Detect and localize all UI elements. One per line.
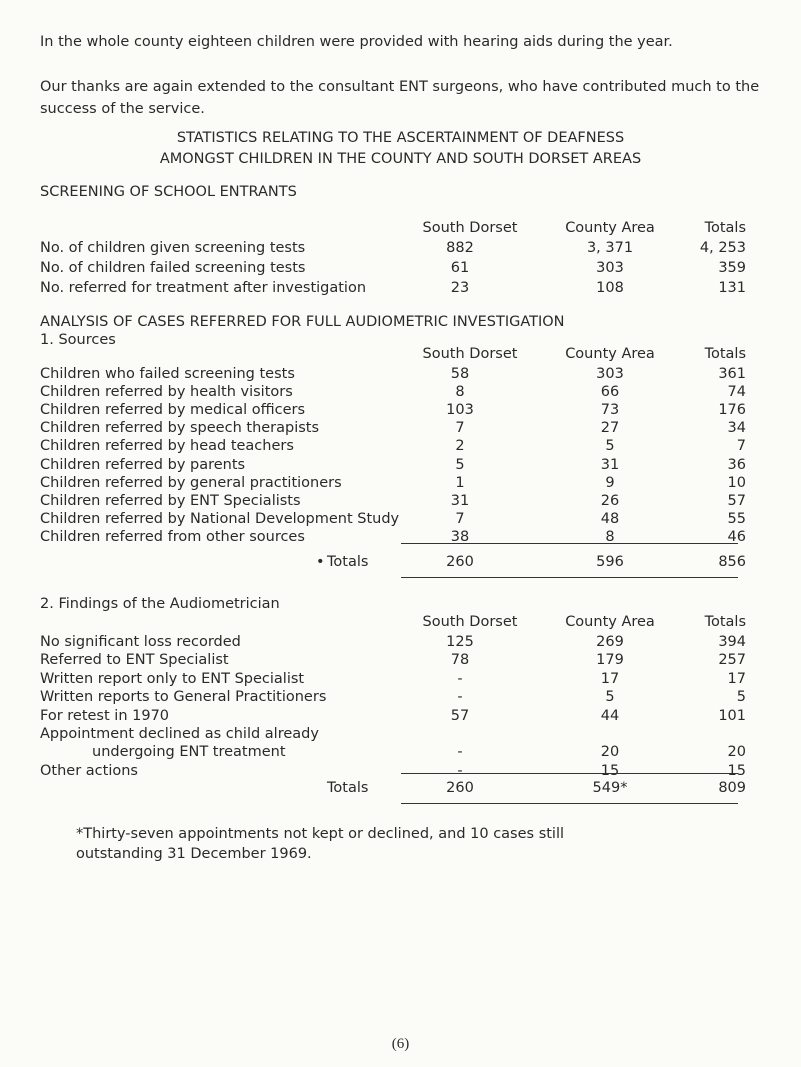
- cell-county-area: 31: [600, 456, 620, 473]
- totals-label: Totals: [327, 780, 369, 796]
- cell-county-area: 20: [600, 744, 620, 761]
- cell-totals: 15: [727, 762, 746, 779]
- row-label: Children referred from other sources: [40, 528, 305, 545]
- findings-total-rule: [401, 803, 738, 804]
- cell-south-dorset: 8: [455, 384, 465, 401]
- cell-county-area: 5: [605, 689, 615, 706]
- screening-column-headers: [40, 220, 746, 242]
- cell-south-dorset: 23: [450, 280, 470, 296]
- cell-county-area: 8: [605, 528, 615, 545]
- cell-totals: 17: [727, 670, 746, 687]
- page-number: (6): [391, 1036, 410, 1052]
- cell-totals: 4, 253: [699, 240, 746, 256]
- findings-column-headers: [40, 614, 746, 636]
- sources-totals-row: [40, 554, 746, 576]
- cell-totals: 5: [736, 689, 746, 706]
- cell-totals: 36: [727, 456, 746, 473]
- cell-county-area: 17: [600, 670, 620, 687]
- total-totals: 809: [718, 780, 746, 796]
- cell-south-dorset: 1: [455, 474, 465, 491]
- row-label: Children referred by National Development Study: [40, 510, 400, 527]
- row-label: No. of children given screening tests: [40, 240, 306, 256]
- cell-south-dorset: 38: [450, 528, 470, 545]
- cell-county-area: 73: [600, 402, 620, 419]
- cell-county-area: 26: [600, 492, 620, 509]
- cell-county-area: 303: [596, 260, 624, 276]
- cell-south-dorset: 7: [455, 510, 465, 527]
- cell-totals: 10: [727, 474, 746, 491]
- row-label: Children referred by parents: [40, 456, 246, 473]
- total-south-dorset: 260: [446, 554, 474, 570]
- row-label: No. referred for treatment after investigation: [40, 280, 367, 296]
- cell-south-dorset: -: [457, 670, 463, 687]
- cell-south-dorset: 78: [450, 652, 470, 669]
- row-label: Children who failed screening tests: [40, 366, 295, 382]
- col-header-south-dorset: South Dorset: [422, 220, 518, 236]
- total-county-area: 596: [596, 554, 624, 570]
- cell-totals: 394: [718, 634, 746, 650]
- screening-heading: SCREENING OF SCHOOL ENTRANTS: [40, 184, 297, 200]
- cell-county-area: 179: [596, 652, 624, 669]
- totals-label: Totals: [327, 554, 369, 570]
- findings-heading: 2. Findings of the Audiometrician: [40, 596, 280, 612]
- row-label: No significant loss recorded: [40, 634, 241, 650]
- row-label: Written reports to General Practitioners: [40, 689, 327, 706]
- col-header-county-area: County Area: [565, 220, 655, 236]
- cell-totals: 361: [718, 366, 746, 382]
- row-label: Children referred by ENT Specialists: [40, 492, 301, 509]
- cell-totals: 257: [718, 652, 746, 669]
- cell-south-dorset: 31: [450, 492, 470, 509]
- total-totals: 856: [718, 554, 746, 570]
- cell-south-dorset: -: [457, 744, 463, 761]
- cell-south-dorset: 5: [455, 456, 465, 473]
- analysis-heading: ANALYSIS OF CASES REFERRED FOR FULL AUDIOMETRIC INVESTIGATION: [40, 314, 565, 330]
- col-header-south-dorset: South Dorset: [422, 346, 518, 362]
- cell-county-area: 108: [596, 280, 624, 296]
- cell-totals: 176: [718, 402, 746, 419]
- cell-south-dorset: -: [457, 762, 463, 779]
- sources-column-headers: [40, 346, 746, 368]
- table-row: [40, 280, 746, 302]
- col-header-county-area: County Area: [565, 614, 655, 630]
- table-row: [40, 260, 746, 282]
- row-label: For retest in 1970: [40, 707, 170, 724]
- col-header-totals: Totals: [704, 614, 746, 630]
- section-title-line-2: AMONGST CHILDREN IN THE COUNTY AND SOUTH DORSET AREAS: [159, 151, 642, 167]
- row-label: Children referred by health visitors: [40, 384, 293, 401]
- cell-south-dorset: 57: [450, 707, 470, 724]
- intro-paragraph-2: Our thanks are again extended to the consultant ENT surgeons, who have contributed much to the success of the service.: [40, 79, 760, 117]
- row-label: Children referred by medical officers: [40, 402, 306, 419]
- sources-heading: 1. Sources: [40, 332, 116, 348]
- cell-county-area: 5: [605, 438, 615, 455]
- col-header-totals: Totals: [704, 220, 746, 236]
- col-header-totals: Totals: [704, 346, 746, 362]
- row-label: Written report only to ENT Specialist: [40, 670, 305, 687]
- cell-county-area: 9: [605, 474, 615, 491]
- table-row: [40, 528, 746, 551]
- cell-south-dorset: 2: [455, 438, 465, 455]
- sources-total-rule: [401, 577, 738, 578]
- cell-south-dorset: 7: [455, 420, 465, 437]
- cell-county-area: 269: [596, 634, 624, 650]
- row-label: Referred to ENT Specialist: [40, 652, 229, 669]
- cell-totals: 101: [718, 707, 746, 724]
- sources-subtotal-rule: [401, 543, 738, 544]
- cell-county-area: 15: [600, 762, 620, 779]
- cell-totals: 57: [727, 492, 746, 509]
- cell-south-dorset: -: [457, 689, 463, 706]
- cell-totals: 20: [727, 744, 746, 761]
- cell-totals: 359: [718, 260, 746, 276]
- row-label: Other actions: [40, 762, 138, 779]
- cell-south-dorset: 882: [446, 240, 474, 256]
- row-label: Children referred by general practitioners: [40, 474, 342, 491]
- total-south-dorset: 260: [446, 780, 474, 796]
- cell-south-dorset: 58: [450, 366, 470, 382]
- footnote-line-1: *Thirty-seven appointments not kept or declined, and 10 cases still: [76, 826, 565, 842]
- cell-south-dorset: 103: [446, 402, 474, 419]
- col-header-county-area: County Area: [565, 346, 655, 362]
- table-row: [40, 240, 746, 262]
- cell-totals: 34: [727, 420, 746, 437]
- cell-county-area: 27: [600, 420, 620, 437]
- row-label: Children referred by speech therapists: [40, 420, 320, 437]
- bullet-mark: •: [316, 554, 325, 570]
- cell-totals: 131: [718, 280, 746, 296]
- total-county-area: 549*: [592, 780, 628, 796]
- cell-south-dorset: 61: [450, 260, 470, 276]
- footnote-line-2: outstanding 31 December 1969.: [76, 846, 312, 862]
- row-label: Children referred by head teachers: [40, 438, 294, 455]
- row-label: undergoing ENT treatment: [92, 744, 286, 761]
- cell-county-area: 44: [600, 707, 620, 724]
- intro-paragraph-1: In the whole county eighteen children were provided with hearing aids during the year.: [40, 34, 673, 50]
- cell-totals: 46: [727, 528, 746, 545]
- section-title-line-1: STATISTICS RELATING TO THE ASCERTAINMENT OF DEAFNESS: [176, 130, 625, 146]
- row-label: Appointment declined as child already: [40, 726, 319, 742]
- row-label: No. of children failed screening tests: [40, 260, 306, 276]
- cell-totals: 7: [736, 438, 746, 455]
- findings-subtotal-rule: [401, 773, 738, 774]
- cell-county-area: 66: [600, 384, 620, 401]
- cell-county-area: 48: [600, 510, 620, 527]
- cell-county-area: 3, 371: [586, 240, 634, 256]
- cell-county-area: 303: [596, 366, 624, 382]
- cell-totals: 74: [727, 384, 746, 401]
- col-header-south-dorset: South Dorset: [422, 614, 518, 630]
- findings-totals-row: [40, 780, 746, 802]
- cell-totals: 55: [727, 510, 746, 527]
- cell-south-dorset: 125: [446, 634, 474, 650]
